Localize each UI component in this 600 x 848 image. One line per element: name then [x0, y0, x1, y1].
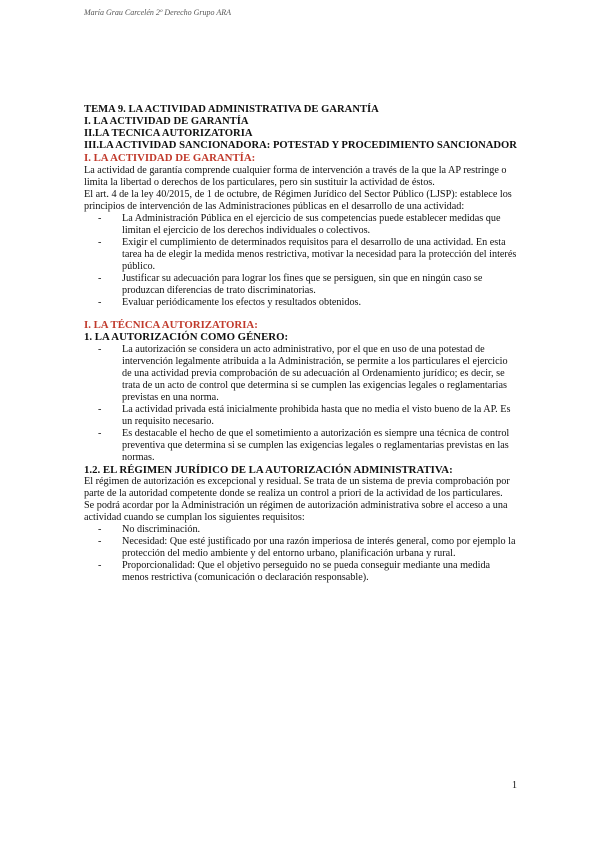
list-item: - La Administración Pública en el ejercicio de sus competencias puede establecer medidas que limitan el ejercicio de los derechos individuales o colectivos. [122, 213, 518, 237]
list-item: - Exigir el cumplimiento de determinados requisitos para el desarrollo de una actividad. En esta tarea ha de elegir la medida menos restrictiva, motivar la necesidad para la protección del interés público. [122, 237, 518, 273]
table-of-contents [84, 104, 518, 152]
toc-title: TEMA 9. LA ACTIVIDAD ADMINISTRATIVA DE GARANTÍA [84, 104, 379, 115]
bullet-list [84, 344, 518, 464]
subsection-heading: 1. LA AUTORIZACIÓN COMO GÉNERO: [84, 331, 289, 343]
list-item: - Evaluar periódicamente los efectos y resultados obtenidos. [122, 297, 518, 309]
section-heading: I. LA TÉCNICA AUTORIZATORIA: [84, 318, 258, 331]
list-item: - Es destacable el hecho de que el sometimiento a autorización es siempre una técnica de control preventiva que determina si se cumplen las exigencias legales o reglamentarias previstas en las normas. [122, 428, 518, 464]
toc-item: II.LA TECNICA AUTORIZATORIA [84, 128, 253, 139]
page-number: 1 [512, 780, 517, 791]
subsection-heading: 1.2. EL RÉGIMEN JURÍDICO DE LA AUTORIZACIÓN ADMINISTRATIVA: [84, 463, 453, 476]
list-item: - No discriminación. [122, 524, 518, 536]
paragraph: Se podrá acordar por la Administración un régimen de autorización administrativa sobre el acceso a una actividad cuando se cumplan los siguientes requisitos: [84, 500, 508, 523]
page-header: María Grau Carcelén 2º Derecho Grupo ARA [84, 8, 232, 17]
paragraph: El art. 4 de la ley 40/2015, de 1 de octubre, de Régimen Jurídico del Sector Público (LJSP): establece los principios de intervención de las Administraciones públicas en el desarrollo de una actividad: [84, 188, 512, 212]
list-item: - Justificar su adecuación para lograr los fines que se persiguen, sin que en ningún caso se produzcan diferencias de trato discriminatorias. [122, 273, 518, 297]
paragraph: La actividad de garantía comprende cualquier forma de intervención a través de la que la AP restringe o limita la libertad o derechos de los particulares, pero sin sustituir la actividad de éstos. [84, 164, 507, 188]
paragraph: El régimen de autorización es excepcional y residual. Se trata de un sistema de previa comprobación por parte de la autoridad competente donde se realiza un control a priori de la actividad de los particulares. [84, 476, 510, 499]
list-item: - La autorización se considera un acto administrativo, por el que en uso de una potestad de intervención legalmente atribuida a la Administración, se permite a los particulares el ejercicio de una actividad previa comprobación de su adecuación al Ordenamiento jurídico; es decir, se trata de un acto de control que determina si se cumplen las exigencias legales o reglamentarias previstas en una norma. [122, 344, 518, 404]
bullet-list [84, 213, 518, 309]
section-heading: I. LA ACTIVIDAD DE GARANTÍA: [84, 152, 256, 164]
list-item: - Proporcionalidad: Que el objetivo perseguido no se pueda conseguir mediante una medida menos restrictiva (comunicación o declaración responsable). [122, 560, 518, 584]
list-item: - Necesidad: Que esté justificado por una razón imperiosa de interés general, como por ejemplo la protección del medio ambiente y del entorno urbano, planificación urbana y rural. [122, 536, 518, 560]
toc-item: III.LA ACTIVIDAD SANCIONADORA: POTESTAD Y PROCEDIMIENTO SANCIONADOR [84, 140, 517, 151]
list-item: - La actividad privada está inicialmente prohibida hasta que no media el visto bueno de la AP. Es un requisito necesario. [122, 404, 518, 428]
document-body [84, 104, 518, 584]
bullet-list [84, 524, 518, 584]
toc-item: I. LA ACTIVIDAD DE GARANTÍA [84, 116, 249, 127]
